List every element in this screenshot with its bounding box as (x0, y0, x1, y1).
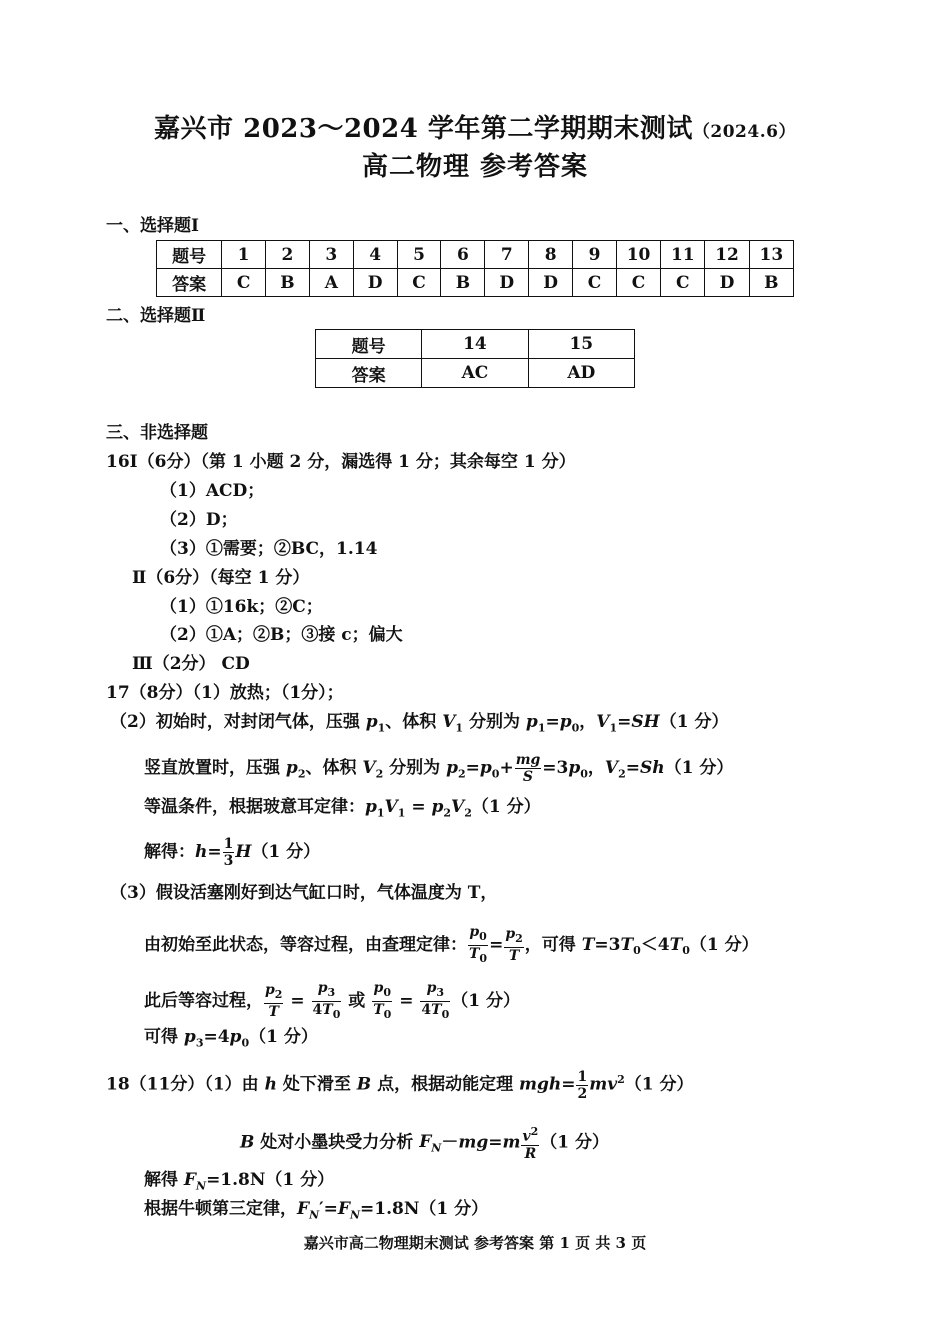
fraction: $\frac{p_0}{T_0}$ (469, 924, 488, 965)
q16-part1: （1）ACD； (160, 481, 265, 501)
q16-part2: （2）D； (160, 510, 238, 530)
fraction: $\frac{p_0}{T_0}$ (373, 980, 392, 1021)
q16-II-part2: （2）①A；②B；③接 c；偏大 (160, 625, 403, 645)
fraction: $\frac{p_3}{4T_0}$ (312, 980, 341, 1021)
q16-part3: （3）①需要；②BC，1.14 (160, 539, 378, 559)
fraction: $\frac{p_3}{4T_0}$ (421, 980, 450, 1021)
section2-heading: 二、选择题Ⅱ (106, 306, 206, 326)
question-number: 13 (749, 241, 793, 269)
answer-cell: D (529, 269, 573, 297)
q17-part3-line1: （3）假设活塞刚好到达气缸口时，气体温度为 T， (110, 883, 498, 903)
question-number: 5 (397, 241, 441, 269)
q18-line1: 18（11分）（1）由 h 处下滑至 B 点，根据动能定理 mgh= $\frac{1}{2}$ $mv^2(1$ 分） (106, 1068, 694, 1102)
q17-part2-line3: 等温条件，根据玻意耳定律：$p_1V_1 = p_2V_2(1$ 分） (144, 797, 541, 820)
question-number: 11 (661, 241, 705, 269)
fraction: $\frac{1}{2}$ (577, 1068, 588, 1102)
question-number: 8 (529, 241, 573, 269)
answer-cell: C (397, 269, 441, 297)
answer-cell: D (485, 269, 529, 297)
row-label-number: 题号 (157, 241, 222, 269)
question-number: 6 (441, 241, 485, 269)
section3-heading: 三、非选择题 (106, 423, 208, 443)
answer-cell: C (616, 269, 660, 297)
answer-cell: C (661, 269, 705, 297)
question-number: 4 (353, 241, 397, 269)
row-label-number: 题号 (316, 330, 422, 359)
q18-line3: 解得 $F_N=1.8N(1$ 分） (144, 1170, 335, 1193)
answer-cell: AC (422, 359, 528, 388)
answer-cell: D (353, 269, 397, 297)
q17-part2-line4: 解得：h= $\frac{1}{3}$ H（1 分） (144, 836, 321, 869)
q17-part3-line4: 可得 $p_3=4p_0(1$ 分） (144, 1027, 318, 1050)
q18-line4: 根据牛顿第三定律，$F_N'=F_N=1.8N(1$ 分） (144, 1199, 489, 1222)
answer-cell: B (749, 269, 793, 297)
table-row (316, 330, 635, 359)
fraction: $\frac{v^2}{R}$ (522, 1125, 539, 1162)
table-row (157, 241, 794, 269)
answer-cell: B (266, 269, 310, 297)
answer-cell: AD (528, 359, 634, 388)
question-number: 9 (573, 241, 617, 269)
q17-part3-line2: 由初始至此状态，等容过程，由查理定律： $\frac{p_0}{T_0}$ = $\frac{p_2}{T}$ ，可得 $T=3T_0<4T_0(1$ 分） (144, 924, 759, 965)
question-number: 14 (422, 330, 528, 359)
row-label-answer: 答案 (157, 269, 222, 297)
table-row (316, 359, 635, 388)
row-label-answer: 答案 (316, 359, 422, 388)
question-number: 15 (528, 330, 634, 359)
fraction: $\frac{p_2}{T}$ (265, 982, 283, 1021)
q17-part2-line1: （2）初始时，对封闭气体，压强 $p_1$、体积 $V_1$ 分别为 $p_1=p_0$，$V_1=SH(1$ 分） (110, 712, 729, 735)
fraction: $\frac{1}{3}$ (223, 836, 234, 869)
q17-part2-line2: 竖直放置时，压强 $p_2$、体积 $V_2$ 分别为 $p_2=p_0+$ $\frac{mg}{S}$ $=3p_0$，$V_2=Sh(1$ 分） (144, 752, 734, 785)
q16-II-part1: （1）①16k；②C； (160, 597, 323, 617)
table-row (157, 269, 794, 297)
choice-table-1 (156, 240, 794, 297)
answer-cell: B (441, 269, 485, 297)
page-title: 嘉兴市 2023～2024 学年第二学期期末测试（2024.6） (154, 114, 796, 144)
page-subtitle: 高二物理 参考答案 (361, 152, 589, 182)
answer-cell: C (222, 269, 266, 297)
answer-cell: C (573, 269, 617, 297)
page-footer: 嘉兴市高二物理期末测试 参考答案 第 1 页 共 3 页 (303, 1234, 647, 1252)
q17-part3-line3: 此后等容过程， $\frac{p_2}{T}$ = $\frac{p_3}{4T_0}$ 或 $\frac{p_0}{T_0}$ = $\frac{p_3}{4T_0}$ （1 分） (144, 980, 520, 1021)
exam-date: （2024.6） (692, 122, 796, 142)
choice-table-2 (315, 329, 635, 388)
q16-II-header: Ⅱ（6分）（每空 1 分） (132, 568, 310, 588)
question-number: 7 (485, 241, 529, 269)
question-number: 10 (616, 241, 660, 269)
q17-header: 17（8分）（1）放热；（1分）； (106, 683, 344, 703)
question-number: 1 (222, 241, 266, 269)
answer-cell: D (705, 269, 749, 297)
question-number: 3 (309, 241, 353, 269)
question-number: 12 (705, 241, 749, 269)
answer-cell: A (309, 269, 353, 297)
section1-heading: 一、选择题Ⅰ (106, 216, 199, 236)
question-number: 2 (266, 241, 310, 269)
fraction: $\frac{mg}{S}$ (515, 752, 541, 785)
q18-line2: B 处对小墨块受力分析 $F_N-mg=m$ $\frac{v^2}{R}$ （1 分） (240, 1125, 610, 1162)
fraction: $\frac{p_2}{T}$ (505, 926, 523, 965)
q16-header: 16Ⅰ（6分）（第 1 小题 2 分，漏选得 1 分；其余每空 1 分） (106, 452, 576, 472)
q16-III: Ⅲ（2分） CD (132, 654, 250, 674)
